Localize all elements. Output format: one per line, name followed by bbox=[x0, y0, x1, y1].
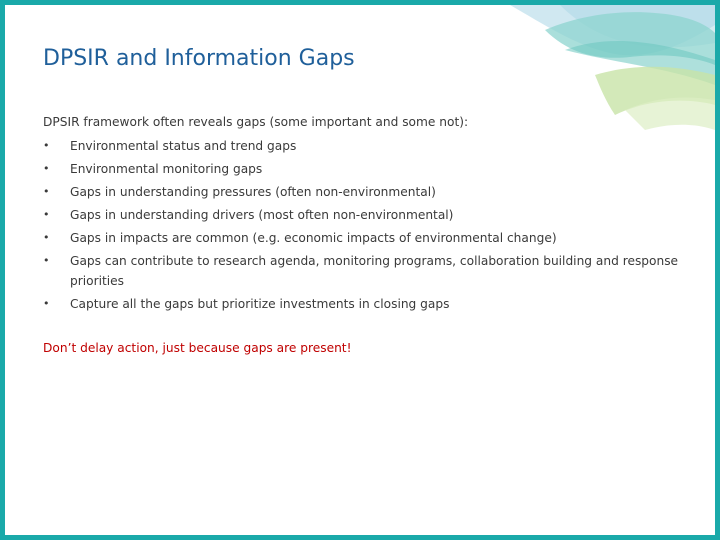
bullet-item bbox=[43, 134, 683, 157]
bullet-icon: • bbox=[43, 297, 50, 310]
bullet-item bbox=[43, 180, 683, 203]
bullet-text: Environmental monitoring gaps bbox=[70, 161, 263, 176]
bullet-icon: • bbox=[43, 185, 50, 198]
bullet-text: Gaps in understanding drivers (most often non-environmental) bbox=[70, 207, 454, 222]
bullet-icon: • bbox=[43, 139, 50, 152]
bullet-text: Gaps in impacts are common (e.g. economic impacts of environmental change) bbox=[70, 230, 557, 245]
bullet-icon: • bbox=[43, 208, 50, 221]
bullet-list bbox=[43, 134, 683, 315]
bullet-icon: • bbox=[43, 231, 50, 244]
callout-text: Don’t delay action, just because gaps are present! bbox=[43, 341, 352, 355]
bullet-icon: • bbox=[43, 254, 50, 267]
bullet-item bbox=[43, 249, 683, 292]
bullet-item bbox=[43, 203, 683, 226]
bullet-text: Capture all the gaps but prioritize investments in closing gaps bbox=[70, 296, 450, 311]
bullet-item bbox=[43, 226, 683, 249]
bullet-text: Environmental status and trend gaps bbox=[70, 138, 297, 153]
slide-body bbox=[43, 111, 683, 360]
page-title: DPSIR and Information Gaps bbox=[43, 46, 355, 71]
bullet-item bbox=[43, 157, 683, 180]
bullet-text: Gaps in understanding pressures (often non-environmental) bbox=[70, 184, 436, 199]
bullet-item bbox=[43, 292, 683, 315]
slide bbox=[5, 5, 715, 535]
intro-text: DPSIR framework often reveals gaps (some important and some not): bbox=[43, 115, 469, 129]
bullet-icon: • bbox=[43, 162, 50, 175]
bullet-text: Gaps can contribute to research agenda, monitoring programs, collaboration building and response priorities bbox=[70, 253, 679, 288]
